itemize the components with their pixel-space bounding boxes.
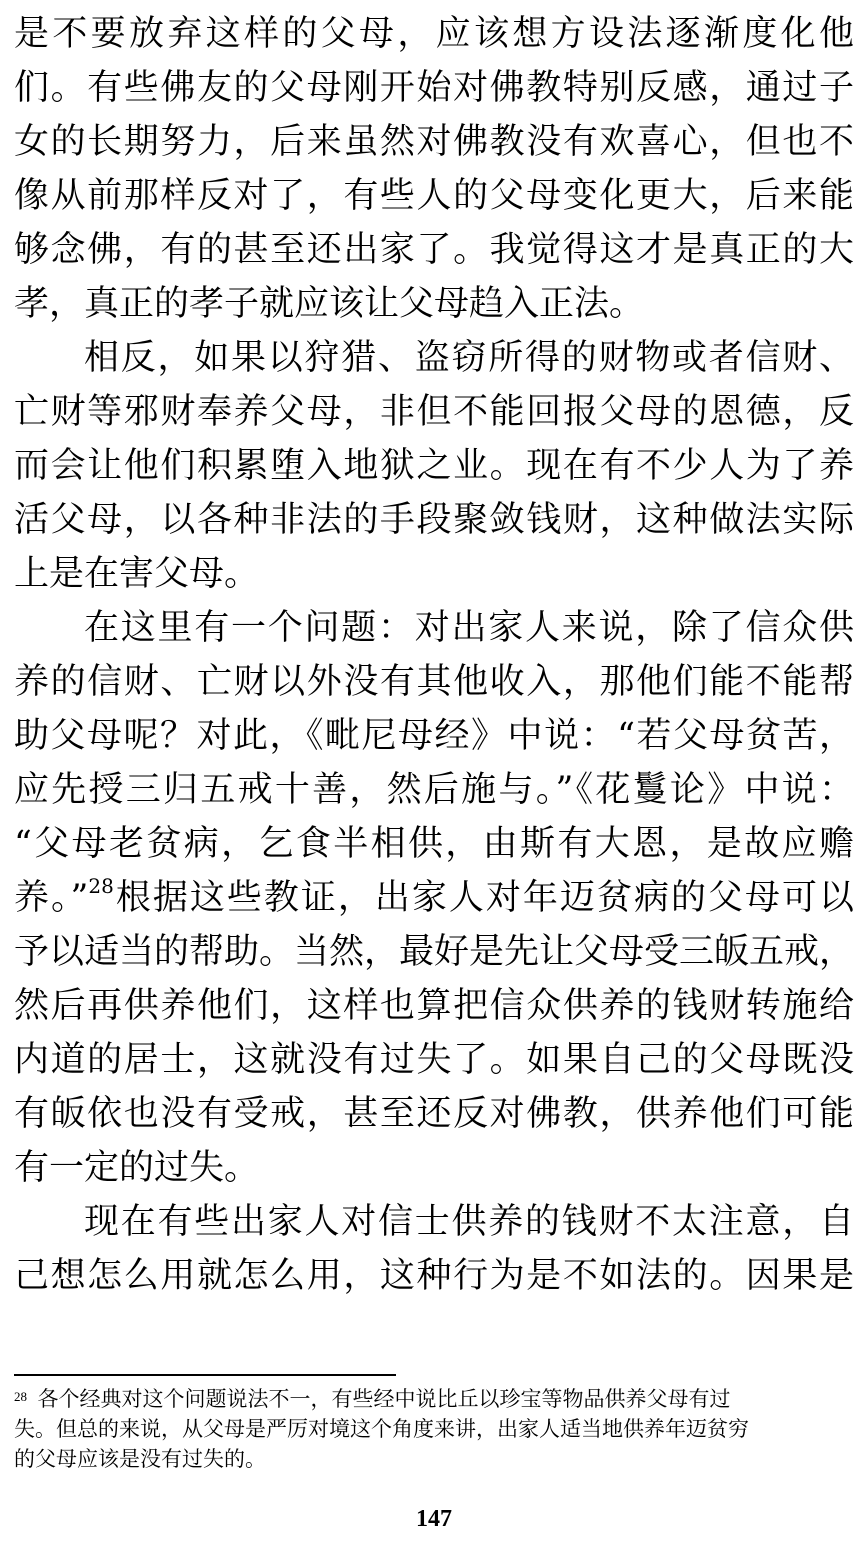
- body-line: 上是在害父母。: [14, 554, 260, 594]
- footnote-number: 28: [14, 1389, 27, 1404]
- footnote-divider: [14, 1374, 396, 1376]
- body-line-with-footnote-ref: [14, 876, 854, 920]
- footnote-text: 各个经典对这个问题说法不一，有些经中说比丘以珍宝等物品供养父母有过: [37, 1387, 731, 1411]
- body-line: 而会让他们积累堕入地狱之业。现在有不少人为了养: [14, 446, 854, 486]
- body-line: 己想怎么用就怎么用，这种行为是不如法的。因果是: [14, 1256, 854, 1296]
- footnote-line: 失。但总的来说，从父母是严厉对境这个角度来讲，出家人适当地供养年迈贫穷: [14, 1417, 749, 1441]
- body-line: 现在有些出家人对信士供养的钱财不太注意，自: [84, 1202, 854, 1242]
- body-line: 内道的居士，这就没有过失了。如果自己的父母既没: [14, 1040, 854, 1080]
- body-line: 应先授三归五戒十善，然后施与。”《花鬘论》中说：: [14, 770, 854, 810]
- body-line: 助父母呢？对此，《毗尼母经》中说：“若父母贫苦，: [14, 716, 854, 756]
- body-line: 相反，如果以狩猎、盗窃所得的财物或者信财、: [84, 338, 854, 378]
- body-line: 活父母，以各种非法的手段聚敛钱财，这种做法实际: [14, 500, 854, 540]
- body-line: 是不要放弃这样的父母，应该想方设法逐渐度化他: [14, 14, 854, 54]
- body-line: 有皈依也没有受戒，甚至还反对佛教，供养他们可能: [14, 1094, 854, 1134]
- body-line-text: 根据这些教证，出家人对年迈贫病的父母可以: [113, 878, 854, 918]
- quote-end-text: 养。”: [14, 878, 89, 918]
- footnote-line: [14, 1384, 854, 1414]
- footnote-line: 的父母应该是没有过失的。: [14, 1447, 266, 1471]
- body-line: 孝，真正的孝子就应该让父母趋入正法。: [14, 284, 645, 324]
- body-line: 在这里有一个问题：对出家人来说，除了信众供: [84, 608, 854, 648]
- body-line: 有一定的过失。: [14, 1148, 260, 1188]
- footnote-reference[interactable]: 28: [88, 876, 114, 898]
- body-line: 予以适当的帮助。当然，最好是先让父母受三皈五戒，: [14, 932, 854, 972]
- body-line: 够念佛，有的甚至还出家了。我觉得这才是真正的大: [14, 230, 854, 270]
- page-number: 147: [416, 1506, 452, 1532]
- body-line: 然后再供养他们，这样也算把信众供养的钱财转施给: [14, 986, 854, 1026]
- body-line: 女的长期努力，后来虽然对佛教没有欢喜心，但也不: [14, 122, 854, 162]
- body-line: 们。有些佛友的父母刚开始对佛教特别反感，通过子: [14, 68, 854, 108]
- body-line: 养的信财、亡财以外没有其他收入，那他们能不能帮: [14, 662, 854, 702]
- body-line: 亡财等邪财奉养父母，非但不能回报父母的恩德，反: [14, 392, 854, 432]
- body-line: “父母老贫病，乞食半相供，由斯有大恩，是故应赡: [14, 824, 854, 864]
- body-line: 像从前那样反对了，有些人的父母变化更大，后来能: [14, 176, 854, 216]
